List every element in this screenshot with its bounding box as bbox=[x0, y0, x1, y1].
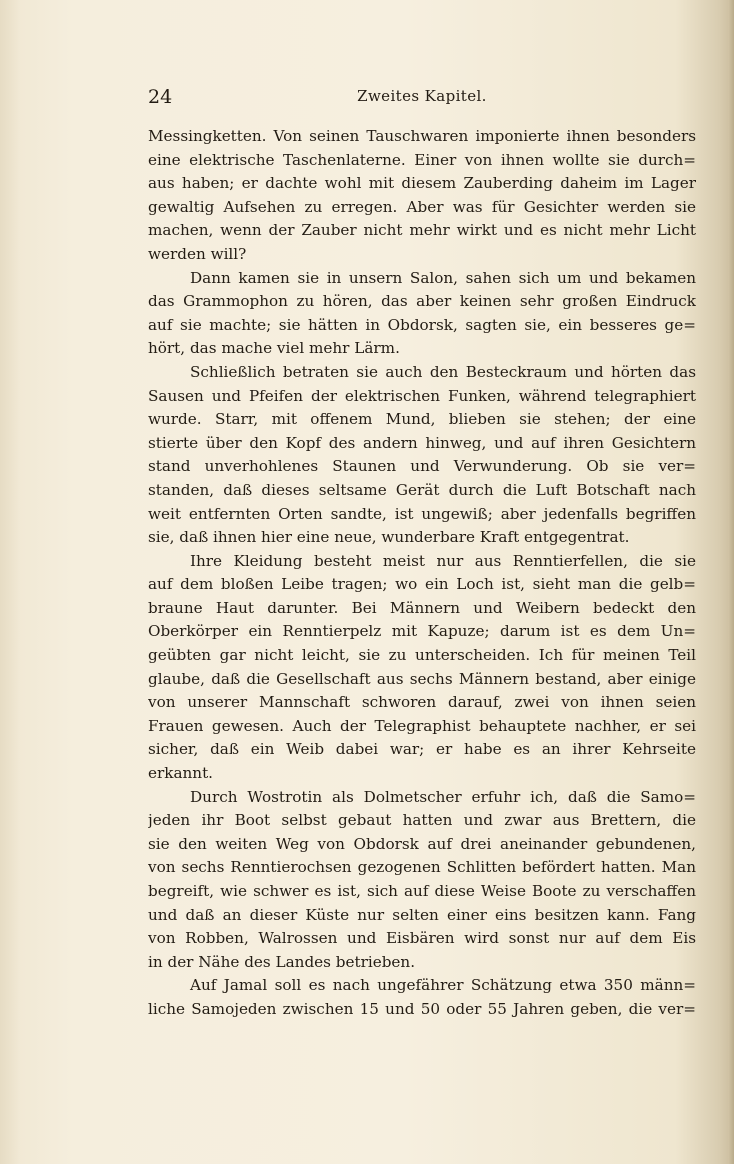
text-line: braune Haut darunter. Bei Männern und Weibern bedeckt den bbox=[148, 598, 696, 617]
text-line: und daß an dieser Küste nur selten einer eins besitzen kann. Fang bbox=[148, 905, 696, 924]
page-left-shadow bbox=[0, 0, 20, 1164]
text-line: jeden ihr Boot selbst gebaut hatten und zwar aus Brettern, die bbox=[148, 811, 696, 830]
text-line: sie den weiten Weg von Obdorsk auf drei aneinander gebundenen, bbox=[148, 834, 696, 853]
text-line: geübten gar nicht leicht, sie zu unterscheiden. Ich für meinen Teil bbox=[148, 646, 696, 665]
text-line: stierte über den Kopf des andern hinweg, und auf ihren Gesichtern bbox=[148, 433, 696, 452]
text-line: weit entfernten Orten sandte, ist ungewiß; aber jedenfalls begriffen bbox=[148, 504, 696, 523]
text-line: auf sie machte; sie hätten in Obdorsk, sagten sie, ein besseres ge= bbox=[148, 315, 696, 334]
text-line: das Grammophon zu hören, das aber keinen sehr großen Eindruck bbox=[148, 292, 696, 311]
text-line: Oberkörper ein Renntierpelz mit Kapuze; darum ist es dem Un= bbox=[148, 622, 696, 641]
text-line: hört, das mache viel mehr Lärm. bbox=[148, 339, 400, 358]
text-line: Ihre Kleidung besteht meist nur aus Renntierfellen, die sie bbox=[190, 551, 696, 570]
text-line: von sechs Renntierochsen gezogenen Schlitten befördert hatten. Man bbox=[148, 858, 696, 877]
text-line: glaube, daß die Gesellschaft aus sechs Männern bestand, aber einige bbox=[148, 669, 696, 688]
text-line: stand unverhohlenes Staunen und Verwunderung. Ob sie ver= bbox=[148, 457, 696, 476]
text-line: standen, daß dieses seltsame Gerät durch die Luft Botschaft nach bbox=[148, 480, 696, 499]
text-line: liche Samojeden zwischen 15 und 50 oder 55 Jahren geben, die ver= bbox=[148, 999, 696, 1018]
page-header bbox=[148, 86, 696, 110]
text-line: machen, wenn der Zauber nicht mehr wirkt und es nicht mehr Licht bbox=[148, 221, 696, 240]
text-line: wurde. Starr, mit offenem Mund, blieben sie stehen; der eine bbox=[148, 410, 696, 429]
text-line: gewaltig Aufsehen zu erregen. Aber was für Gesichter werden sie bbox=[148, 197, 696, 216]
text-line: werden will? bbox=[148, 244, 247, 263]
text-line: von Robben, Walrossen und Eisbären wird sonst nur auf dem Eis bbox=[148, 929, 696, 948]
text-line: auf dem bloßen Leibe tragen; wo ein Loch ist, sieht man die gelb= bbox=[148, 575, 696, 594]
text-line: Messingketten. Von seinen Tauschwaren imponierte ihnen besonders bbox=[148, 127, 696, 145]
page-number: 24 bbox=[148, 86, 173, 108]
text-line: Durch Wostrotin als Dolmetscher erfuhr ich, daß die Samo= bbox=[190, 787, 696, 806]
text-line: begreift, wie schwer es ist, sich auf diese Weise Boote zu verschaffen bbox=[148, 882, 696, 900]
page-fold-edge bbox=[728, 0, 734, 1164]
running-head: Zweites Kapitel. bbox=[357, 87, 487, 105]
body-text bbox=[148, 125, 696, 1022]
text-line: sie, daß ihnen hier eine neue, wunderbare Kraft entgegentrat. bbox=[148, 528, 630, 547]
text-line: Frauen gewesen. Auch der Telegraphist behauptete nachher, er sei bbox=[148, 716, 696, 735]
text-line: Sausen und Pfeifen der elektrischen Funken, während telegraphiert bbox=[148, 386, 696, 405]
text-line: von unserer Mannschaft schworen darauf, zwei von ihnen seien bbox=[148, 693, 696, 712]
text-line: Schließlich betraten sie auch den Besteckraum und hörten das bbox=[190, 362, 696, 381]
text-line: Dann kamen sie in unsern Salon, sahen sich um und bekamen bbox=[190, 268, 696, 287]
text-line: erkannt. bbox=[148, 764, 213, 783]
text-line: eine elektrische Taschenlaterne. Einer von ihnen wollte sie durch= bbox=[148, 150, 696, 169]
text-line: Auf Jamal soll es nach ungefährer Schätzung etwa 350 männ= bbox=[190, 976, 696, 995]
text-line: aus haben; er dachte wohl mit diesem Zauberding daheim im Lager bbox=[148, 174, 696, 193]
text-line: in der Nähe des Landes betrieben. bbox=[148, 952, 416, 971]
text-line: sicher, daß ein Weib dabei war; er habe es an ihrer Kehrseite bbox=[148, 740, 696, 759]
